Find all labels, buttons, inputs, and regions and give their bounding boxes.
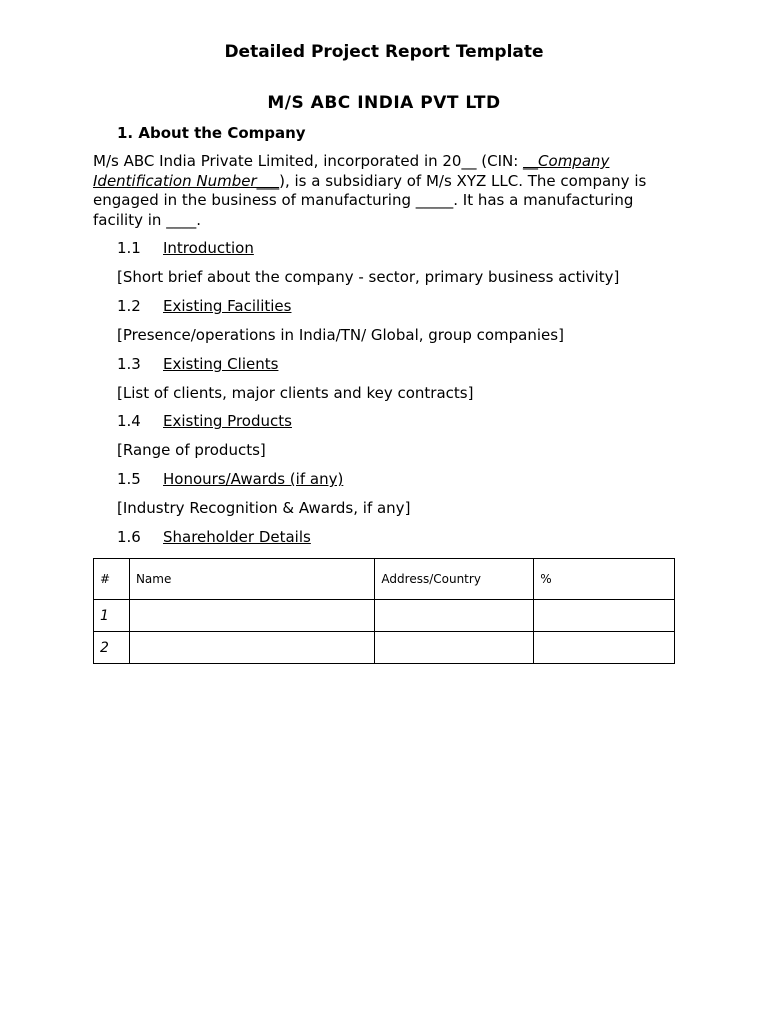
subsection-shareholder-details <box>117 528 311 546</box>
column-header-name: Name <box>129 559 374 600</box>
cin-placeholder: __Company Identification Number___ <box>93 152 610 190</box>
subsection-existing-products <box>117 412 292 430</box>
row-number-cell: 2 <box>94 632 130 664</box>
document-title: Detailed Project Report Template <box>224 42 544 62</box>
subsection-label: Honours/Awards (if any) <box>163 470 344 488</box>
column-header-number: # <box>94 559 130 600</box>
subsection-label: Introduction <box>163 239 254 257</box>
subsection-existing-clients <box>117 355 278 373</box>
company-title: M/S ABC INDIA PVT LTD <box>267 93 501 113</box>
percent-cell <box>534 632 675 664</box>
subsection-description: [Presence/operations in India/TN/ Global, group companies] <box>117 326 564 344</box>
section-heading: 1. About the Company <box>117 124 306 142</box>
address-country-cell <box>375 632 534 664</box>
name-cell <box>129 632 374 664</box>
name-cell <box>129 600 374 632</box>
row-number-cell: 1 <box>94 600 130 632</box>
address-country-cell <box>375 600 534 632</box>
subsection-number: 1.6 <box>117 528 141 546</box>
subsection-existing-facilities <box>117 297 291 315</box>
column-header-address-country: Address/Country <box>375 559 534 600</box>
intro-text-start: M/s ABC India Private Limited, incorporated in 20__ (CIN: <box>93 152 524 170</box>
subsection-honours-awards <box>117 470 343 488</box>
intro-paragraph <box>93 152 683 230</box>
subsection-description: [Industry Recognition & Awards, if any] <box>117 499 411 517</box>
table-row <box>94 600 675 632</box>
subsection-label: Existing Products <box>163 412 292 430</box>
subsection-number: 1.1 <box>117 239 141 257</box>
subsection-label: Shareholder Details <box>163 528 311 546</box>
column-header-percent: % <box>534 559 675 600</box>
subsection-introduction <box>117 239 254 257</box>
shareholder-table <box>93 558 675 664</box>
subsection-number: 1.3 <box>117 355 141 373</box>
intro-text-end: ), is a subsidiary of M/s XYZ LLC. The company is engaged in the business of manufacturing _____. It has a manufacturing facility in ____. <box>93 171 647 229</box>
subsection-number: 1.4 <box>117 412 141 430</box>
subsection-label: Existing Facilities <box>163 297 292 315</box>
percent-cell <box>534 600 675 632</box>
subsection-number: 1.5 <box>117 470 141 488</box>
subsection-description: [Short brief about the company - sector, primary business activity] <box>117 268 620 286</box>
subsection-description: [List of clients, major clients and key contracts] <box>117 384 474 402</box>
table-row <box>94 632 675 664</box>
subsection-label: Existing Clients <box>163 355 279 373</box>
table-header-row <box>94 559 675 600</box>
subsection-description: [Range of products] <box>117 441 266 459</box>
subsection-number: 1.2 <box>117 297 141 315</box>
